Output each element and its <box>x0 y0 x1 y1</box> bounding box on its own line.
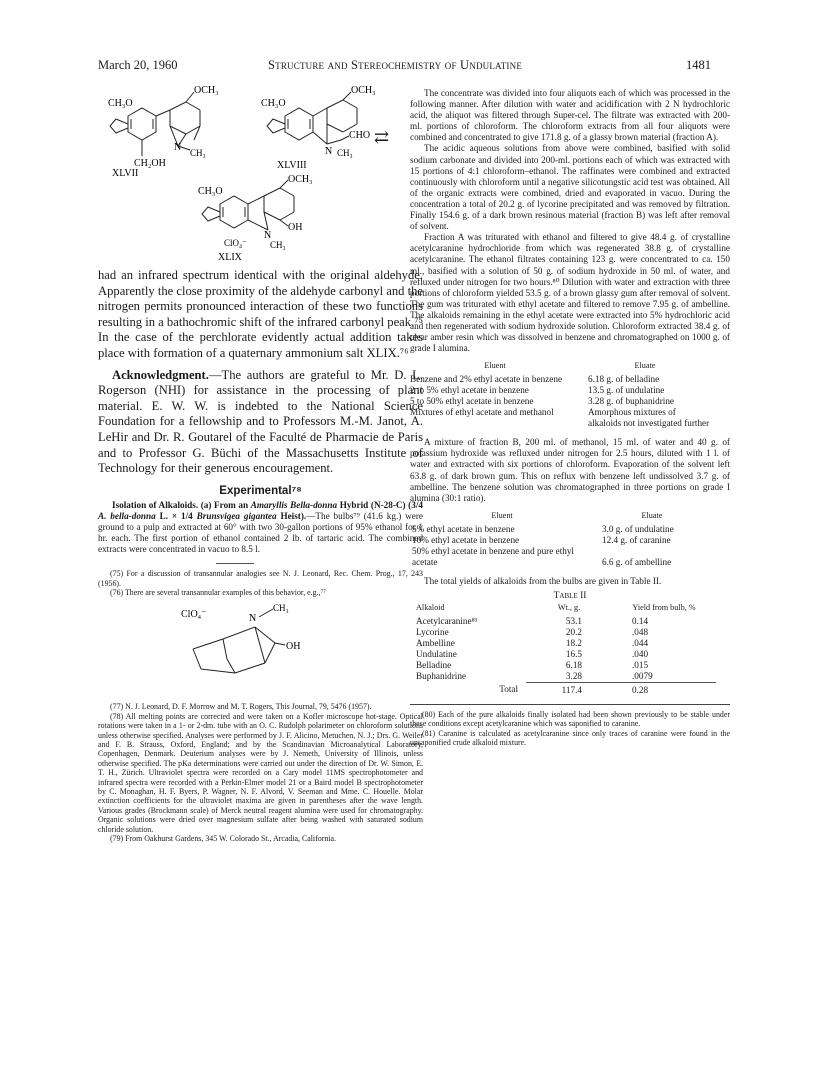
table-ii-header-wt: Wt., g. <box>557 602 581 612</box>
chrom1-header-eluent: Eluent <box>484 361 506 371</box>
chromatography-table-2 <box>412 510 712 568</box>
table-row: Ambelline 18.2 .044 <box>416 637 649 648</box>
xlviii-och3-top: OCH₃ <box>351 85 376 96</box>
xlix-label: XLIX <box>218 252 242 263</box>
xlix-n: N <box>264 230 272 241</box>
xlix-ch3o: CH₃O <box>198 186 223 197</box>
table-row: 5 to 50% ethyl acetate in benzene 3.28 g. of buphanidrine <box>410 396 674 407</box>
xlviii-label: XLVIII <box>277 160 307 171</box>
table-row: Buphanidrine 3.28 .0079 <box>416 670 653 681</box>
footnote-75: (75) For a discussion of transannular analogies see N. J. Leonard, Rec. Chem. Prog., 17, 243 (1956). <box>98 569 423 588</box>
table-row: Lycorine 20.2 .048 <box>416 626 649 637</box>
equilibrium-arrow: ⇄ <box>374 127 390 147</box>
xlvii-label: XLVII <box>112 168 139 179</box>
header-page-number: 1481 <box>686 58 711 72</box>
chrom2-header-eluate: Eluate <box>641 510 663 520</box>
table-ii <box>416 602 716 696</box>
header-date: March 20, 1960 <box>98 58 178 72</box>
footnote-79: (79) From Oakhurst Gardens, 345 W. Colorado St., Arcadia, California. <box>110 834 336 844</box>
chrom1-header-eluate: Eluate <box>634 361 656 371</box>
table-row: Benzene and 2% ethyl acetate in benzene 6.18 g. of belladine <box>410 374 660 385</box>
xlix-clo4: ClO₄⁻ <box>224 238 247 248</box>
xlix-oh: OH <box>288 222 303 233</box>
right-para-1: The concentrate was divided into four aliquots each of which was processed in the following manner. After dilution with water and acidification with 2 N hydrochloric acid, the aliquot was filtered through Super-cel. The filtrate was extracted with 200-ml. portions of chloroform. The chloroform extracts from all four aliquots were combined and concentrated to give 171.8 g. of a glassy brown material (fraction A). <box>410 88 730 143</box>
left-para-1: had an infrared spectrum identical with the original aldehyde. Apparently the close proximity of the aldehyde carbonyl and the nitrogen permits pronounced interaction of these two functions resulting in a bathochromic shift of the infrared carbonyl peak.⁷⁵ In the case of the perchlorate evidently actual addition takes place with formation of a quaternary ammonium salt XLIX.⁷⁶ <box>98 268 423 360</box>
ack-text: —The authors are grateful to Mr. D. L. Rogerson (NHI) for assistance in the processing of plant material. E. W. W. is indebted to the National Science Foundation for a fellowship and to Professors M.-M. Janot, A. LeHir and Dr. R. Goutarel of the Faculté de Pharmacie de Paris and to Professor G. Büchi of the Massachusetts Institute of Technology for their generous encouragement. <box>98 367 423 476</box>
table-row: 5% ethyl acetate in benzene 3.0 g. of undulatine <box>412 523 674 534</box>
section-title-experimental: Experimental⁷⁸ <box>219 484 302 497</box>
table-row: Acetylcaranine⁸¹ 53.1 0.14 <box>416 615 649 626</box>
right-para-2: The acidic aqueous solutions from above were combined, basified with solid sodium carbonate and divided into 200-ml. portions each of which was extracted with 15 portions of 4:1 chloroform–ethanol. The raffinates were combined and extracted continuously with chloroform until a negative silicotungstic acid test was obtained. All of the organic extracts were combined, dried and evaporated in vacuo. During the concentration a total of 20.2 g. of lycorine precipitated and was removed by filtration. Finally 154.6 g. of a dark brown resinous material (fraction B) was left after removal of solvent. <box>410 143 730 232</box>
table-row: 50% ethyl acetate in benzene and pure ethyl acetate 6.6 g. of ambelline <box>412 545 672 567</box>
perchlorate-n: N <box>249 613 257 625</box>
perchlorate-oh: OH <box>286 641 301 653</box>
right-para-3: Fraction A was triturated with ethanol and filtered to give 48.4 g. of crystalline acetylcaranine hydrochloride from which was regenerated 38.8 g. of crystalline acetylcaranine. The ethanol filtrates containing 123 g. were concentrated to ca. 150 ml., basified with a solution of 50 g. of sodium hydroxide in 50 ml. of water, and refluxed under nitrogen for two hours.⁸⁰ Dilution with water and extraction with three portions of chloroform yielded 53.5 g. of a brown glassy gum after removal of solvent. The gum was triturated with ethyl acetate and filtered to remove 7.95 g. of ambelline. The alkaloids remaining in the ethyl acetate were extracted into 5% hydrochloric acid and then regenerated with sodium hydroxide solution. Chloroform extracted 38.4 g. of clear amber resin which was dissolved in benzene and chromatographed on 1000 g. of grade I alumina. <box>410 232 730 354</box>
xlvii-ch3o: CH₃O <box>108 98 133 109</box>
xlvii-och3-top: OCH₃ <box>194 85 219 96</box>
chrom2-header-eluent: Eluent <box>491 510 513 520</box>
xlvii-ch2oh: CH₂OH <box>134 158 166 169</box>
perchlorate-clo4: ClO₄⁻ <box>181 609 207 621</box>
table-row: Undulatine 16.5 .040 <box>416 648 649 659</box>
footnote-81: (81) Caranine is calculated as acetylcaranine since only traces of caranine were found in the unsaponified crude alkaloid mixture. <box>410 728 730 748</box>
xlviii-ch3: CH₃ <box>337 148 353 158</box>
footnote-rule-right <box>410 704 730 705</box>
structure-xlvii <box>98 84 238 184</box>
acknowledgment <box>98 368 423 477</box>
left-column <box>98 268 423 844</box>
ack-title: Acknowledgment. <box>112 367 209 382</box>
structure-xlix <box>176 172 336 268</box>
xlviii-cho: CHO <box>349 130 371 141</box>
xlviii-n: N <box>325 146 333 157</box>
table-ii-header-yield: Yield from bulb, % <box>632 602 696 612</box>
table-row: 10% ethyl acetate in benzene 12.4 g. of caranine <box>412 534 671 545</box>
table-ii-header-alkaloid: Alkaloid <box>416 602 445 612</box>
xlvii-ch3: CH₃ <box>190 148 206 158</box>
footnote-76: (76) There are several transannular examples of this behavior, e.g.,⁷⁷ <box>110 588 327 597</box>
footnote-rule <box>216 563 254 564</box>
xlvii-n: N <box>174 142 182 153</box>
xlix-ch3: CH₃ <box>270 240 286 250</box>
table-row: 2 to 5% ethyl acetate in benzene 13.5 g. of undulatine <box>410 385 665 396</box>
header-running-title: Structure and Stereochemistry of Undulatine <box>268 58 523 72</box>
xlix-och3-top: OCH₃ <box>288 174 313 185</box>
table-row: Belladine 6.18 .015 <box>416 659 649 670</box>
table-ii-title: Table II <box>553 590 587 601</box>
xlviii-ch3o: CH₃O <box>261 98 286 109</box>
table-row: Mixtures of ethyl acetate and methanol Amorphous mixtures of alkaloids not investigated further <box>410 407 710 429</box>
footnote-77: (77) N. J. Leonard, D. F. Morrow and M. T. Rogers, This Journal, 79, 5476 (1957). <box>110 702 372 712</box>
isolation-paragraph: Isolation of Alkaloids. (a) From an Amaryllis Bella-donna Hybrid (N-28-C) (3/4 A. bella-donna L. × 1/4 Brunsvigea gigantea Heist).—The bulbs⁷⁹ (41.6 kg.) were ground to a pulp and extracted at 60° with two 30-gallon portions of 95% ethanol for 1 hr. each. The first portion of ethanol contained 2 lb. of tartaric acid. The combined extracts were concentrated in vacuo to 8.5 l. <box>98 499 424 555</box>
footnote-78: (78) All melting points are corrected and were taken on a Kofler microscope hot-stage. Optical rotations were taken in a 1- or 2-dm. tube with an O. C. Rudolph polarimeter on chloroform solutions unless otherwise specified. Analyses were performed by J. F. Alicino, Metuchen, N. J.; Drs. G. Weiler and F. B. Strauss, Oxford, England; and by the Scandinavian Microanalytical Laboratory, Copenhagen, Denmark. Deuterium analyses were by J. Nemeth, University of Illinois, unless otherwise specified. The pKa determinations were carried out under the direction of Dr. W. Simon, E. T. H., Zürich. Ultraviolet spectra were recorded on a Cary model 11MS spectrophotometer and infrared spectra were recorded with a Perkin-Elmer model 21 or a Baird model B spectrophotometer by C. Monaghan, H. F. Byers, P. Wagner, N. F. Alvord, V. Seeman and Mme. C. Houelle. Molar extinction coefficients for the ultraviolet maxima are given in parentheses after the wave length. Various grades (Brockmann scale) of Merck neutral reagent alumina were used for chromatography. Organic solutions were dried over magnesium sulfate after being washed with saturated sodium chloride solution. <box>98 711 423 834</box>
table-ii-total-row: Total 117.4 0.28 <box>416 682 716 696</box>
right-para-5: The total yields of alkaloids from the bulbs are given in Table II. <box>424 575 662 586</box>
perchlorate-ch3: CH₃ <box>273 603 289 614</box>
right-para-4: A mixture of fraction B, 200 ml. of methanol, 15 ml. of water and 40 g. of potassium hydroxide was refluxed under nitrogen for 2.5 hours, diluted with 1 l. of water and extracted with six portions of chloroform. Evaporation of the solvent left 63.8 g. of dark brown gum. This on reflux with benzene left undissolved 3.7 g. of ambelline. The benzene solution was chromatographed in three portions on grade I alumina (30:1 ratio). <box>410 437 730 503</box>
perchlorate-structure <box>173 599 353 685</box>
footnote-80: (80) Each of the pure alkaloids finally isolated had been shown previously to be stable under these conditions except acetylcaranine which was saponified to caranine. <box>410 709 730 729</box>
chromatography-table-1 <box>410 360 710 429</box>
right-column <box>410 88 730 748</box>
